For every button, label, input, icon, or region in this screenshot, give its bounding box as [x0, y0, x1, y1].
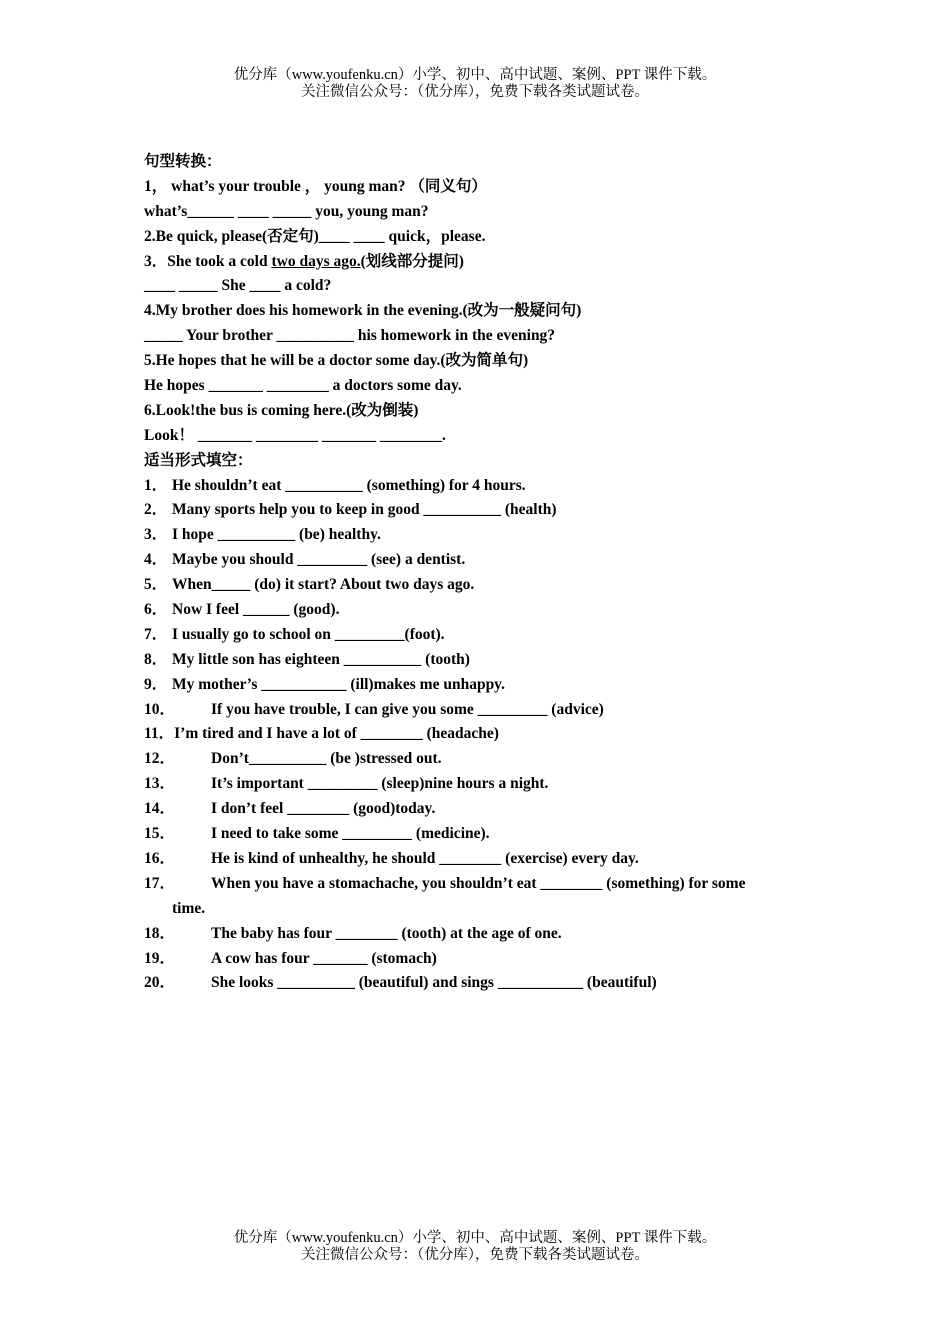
line-text: (划线部分提问) [360, 252, 464, 270]
item-number: 19． [144, 949, 176, 967]
item-continuation: time. [172, 899, 206, 917]
transform-line: ____ _____ She ____ a cold? [144, 277, 332, 295]
item-number: 5． [144, 576, 168, 594]
item-number: 17． [144, 874, 176, 892]
item-text: A cow has four _______ (stomach) [211, 949, 437, 967]
item-number: 8． [144, 650, 168, 668]
item-text: He shouldn’t eat __________ (something) for 4 hours. [172, 476, 526, 494]
item-text: The baby has four ________ (tooth) at the age of one. [211, 924, 562, 942]
item-text: Many sports help you to keep in good __________ (health) [172, 501, 557, 519]
fill-item [144, 772, 809, 797]
fill-item [144, 648, 809, 673]
worksheet-content [144, 150, 809, 996]
item-text: It’s important _________ (sleep)nine hours a night. [211, 775, 549, 793]
transform-line: 2.Be quick, please(否定句)____ ____ quick，please. [144, 227, 486, 245]
item-text: Don’t__________ (be )stressed out. [211, 750, 442, 768]
fill-item [144, 523, 809, 548]
underlined-phrase: two days ago. [271, 252, 361, 270]
fill-item [144, 498, 809, 523]
item-first-line [144, 872, 809, 897]
transform-line: 1， what’s your trouble ， young man? （同义句） [144, 177, 487, 195]
fill-item [144, 747, 809, 772]
section-title-transform: 句型转换： [144, 153, 222, 170]
fill-item [144, 623, 809, 648]
transform-line: Look！ _______ ________ _______ ________. [144, 426, 446, 444]
transform-line: 6.Look!the bus is coming here.(改为倒装) [144, 401, 419, 419]
item-number: 15． [144, 825, 176, 843]
item-number: 20． [144, 974, 176, 992]
item-text: My little son has eighteen __________ (tooth) [172, 650, 470, 668]
fill-item: 11．I’m tired and I have a lot of ________ (headache) [144, 725, 499, 743]
item-text: She looks __________ (beautiful) and sings ___________ (beautiful) [211, 974, 657, 992]
fill-item [144, 474, 809, 499]
fill-item [144, 598, 809, 623]
item-text: Now I feel ______ (good). [172, 601, 340, 619]
item-text: I don’t feel ________ (good)today. [211, 800, 436, 818]
transform-line: 5.He hopes that he will be a doctor some day.(改为简单句) [144, 352, 529, 370]
item-text: When you have a stomachache, you shouldn’t eat ________ (something) for some [211, 874, 746, 892]
header-line-1: 优分库（www.youfenku.cn）小学、初中、高中试题、案例、PPT 课件下载。 [233, 67, 717, 83]
item-number: 13． [144, 775, 176, 793]
item-text: When_____ (do) it start? About two days ago. [172, 576, 475, 594]
transform-line: He hopes _______ ________ a doctors some day. [144, 377, 462, 395]
item-number: 6． [144, 601, 168, 619]
item-text: I need to take some _________ (medicine). [211, 825, 490, 843]
item-text: My mother’s ___________ (ill)makes me unhappy. [172, 675, 505, 693]
fill-item [144, 847, 809, 872]
page-header [0, 67, 950, 101]
page-footer [0, 1230, 950, 1264]
header-line-2: 关注微信公众号：（优分库），免费下载各类试题试卷。 [301, 84, 649, 100]
item-text: If you have trouble, I can give you some _________ (advice) [211, 700, 604, 718]
footer-line-1: 优分库（www.youfenku.cn）小学、初中、高中试题、案例、PPT 课件下载。 [233, 1230, 717, 1246]
footer-line-2: 关注微信公众号：（优分库），免费下载各类试题试卷。 [301, 1247, 649, 1263]
item-number: 7． [144, 625, 168, 643]
fill-item [144, 947, 809, 972]
item-number: 16． [144, 849, 176, 867]
item-number: 2． [144, 501, 168, 519]
item-number: 12． [144, 750, 176, 768]
item-number: 4． [144, 551, 168, 569]
line-text: 3．She took a cold [144, 252, 272, 270]
fill-item [144, 797, 809, 822]
fill-item [144, 822, 809, 847]
fill-item [144, 971, 809, 996]
item-number: 3． [144, 526, 168, 544]
item-number: 10． [144, 700, 176, 718]
transform-line: 4.My brother does his homework in the evening.(改为一般疑问句) [144, 302, 582, 320]
item-text: He is kind of unhealthy, he should ________ (exercise) every day. [211, 849, 639, 867]
item-number: 14． [144, 800, 176, 818]
transform-line-underlined [144, 250, 809, 275]
section-title-fill: 适当形式填空： [144, 451, 253, 469]
item-number: 1． [144, 476, 168, 494]
transform-line: _____ Your brother __________ his homework in the evening? [144, 327, 556, 345]
fill-item [144, 698, 809, 723]
item-number: 9． [144, 675, 168, 693]
item-text: I hope __________ (be) healthy. [172, 526, 381, 544]
fill-item-wrapped [144, 872, 809, 922]
item-number: 18． [144, 924, 176, 942]
fill-item [144, 922, 809, 947]
fill-item [144, 573, 809, 598]
fill-item [144, 548, 809, 573]
item-text: I usually go to school on _________(foot). [172, 625, 445, 643]
transform-line: what’s______ ____ _____ you, young man? [144, 202, 429, 220]
fill-item [144, 673, 809, 698]
item-text: Maybe you should _________ (see) a dentist. [172, 551, 466, 569]
